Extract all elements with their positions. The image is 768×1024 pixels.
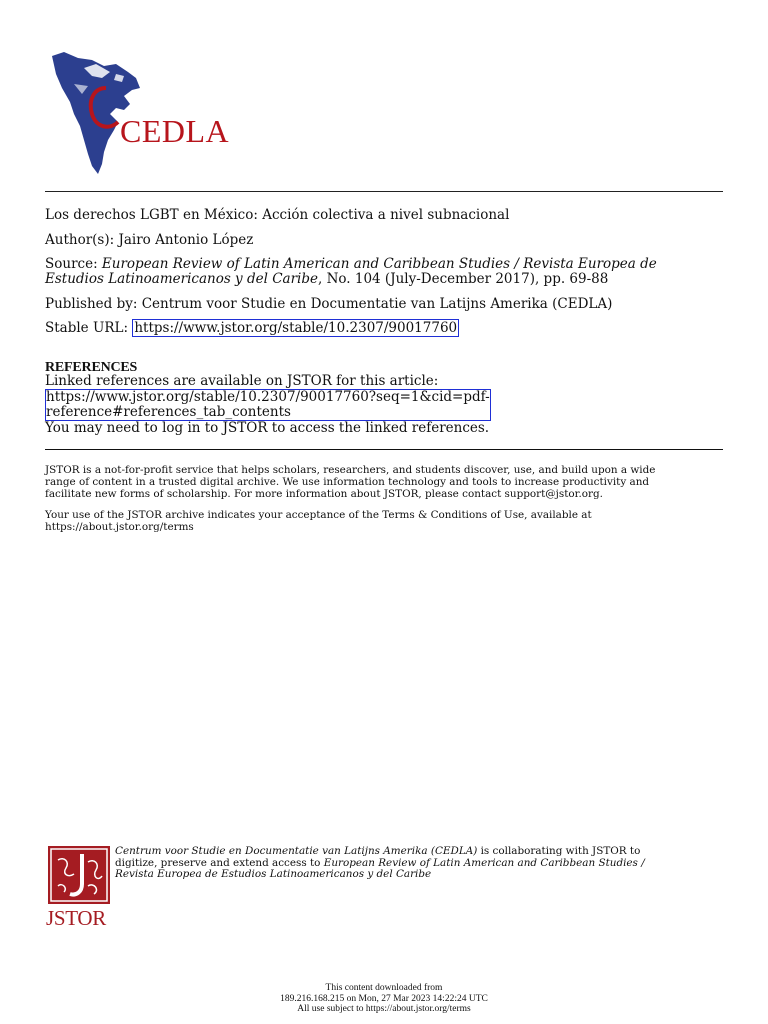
collab-journal-b: Revista Europea de Estudios Latinoamericanos y del Caribe	[115, 868, 432, 880]
collab-line-3	[115, 869, 675, 881]
download-footer	[0, 983, 768, 1015]
authors-label: Author(s):	[45, 232, 115, 248]
references-heading: REFERENCES	[45, 360, 138, 375]
published-by-line	[45, 296, 612, 312]
references-note: You may need to log in to JSTOR to access the linked references.	[45, 420, 490, 436]
references-intro: Linked references are available on JSTOR for this article:	[45, 373, 439, 389]
middle-divider	[45, 449, 723, 450]
notice-line: JSTOR is a not-for-profit service that helps scholars, researchers, and students discover, use, and build upon a wide	[45, 464, 656, 476]
terms-line: Your use of the JSTOR archive indicates your acceptance of the Terms & Conditions of Use, available at	[45, 509, 592, 521]
collab-org: Centrum voor Studie en Documentatie van Latijns Amerika (CEDLA)	[115, 845, 478, 857]
authors-value: Jairo Antonio López	[118, 232, 254, 248]
top-divider	[45, 191, 723, 192]
source-line-1	[45, 256, 657, 272]
stable-url-line	[45, 320, 459, 336]
collab-journal-a: European Review of Latin American and Caribbean Studies /	[323, 856, 645, 869]
collaboration-statement	[115, 846, 675, 881]
stable-url-link[interactable]: https://www.jstor.org/stable/10.2307/90017760	[134, 320, 458, 336]
footer-line-2: 189.216.168.215 on Mon, 27 Mar 2023 14:22:24 UTC	[280, 993, 488, 1004]
collab-text-1: is collaborating with JSTOR to	[477, 845, 641, 857]
notice-line: facilitate new forms of scholarship. For more information about JSTOR, please contact support@jstor.org.	[45, 488, 603, 500]
terms-url[interactable]: https://about.jstor.org/terms	[45, 521, 194, 533]
footer-line-3: All use subject to https://about.jstor.org/terms	[297, 1004, 471, 1014]
source-journal-2: Estudios Latinoamericanos y del Caribe	[45, 271, 318, 287]
source-line-2	[45, 271, 608, 287]
stable-url-label: Stable URL:	[45, 320, 129, 336]
jstor-notice	[45, 464, 705, 500]
references-link[interactable]	[45, 389, 491, 421]
published-by-value: Centrum voor Studie en Documentatie van Latijns Amerika (CEDLA)	[141, 296, 613, 312]
footer-line-1: This content downloaded from	[325, 983, 443, 993]
references-link-line-2: reference#references_tab_contents	[46, 404, 291, 420]
article-title: Los derechos LGBT en México: Acción colectiva a nivel subnacional	[45, 207, 510, 223]
cedla-wordmark: CEDLA	[120, 113, 230, 149]
authors-line	[45, 232, 253, 248]
notice-line: range of content in a trusted digital archive. We use information technology and tools to increase productivity and	[45, 476, 650, 488]
source-journal-1: European Review of Latin American and Caribbean Studies / Revista Europea de	[101, 256, 657, 272]
collab-text-2: digitize, preserve and extend access to	[115, 856, 324, 869]
published-by-label: Published by:	[45, 296, 138, 312]
source-label: Source:	[45, 256, 98, 272]
source-details: , No. 104 (July-December 2017), pp. 69-88	[318, 271, 609, 287]
jstor-wordmark: JSTOR	[46, 906, 106, 930]
references-block	[45, 374, 491, 436]
jstor-emblem-icon	[48, 846, 110, 904]
terms-notice	[45, 509, 705, 533]
references-link-line-1: https://www.jstor.org/stable/10.2307/90017760?seq=1&cid=pdf-	[46, 389, 490, 405]
